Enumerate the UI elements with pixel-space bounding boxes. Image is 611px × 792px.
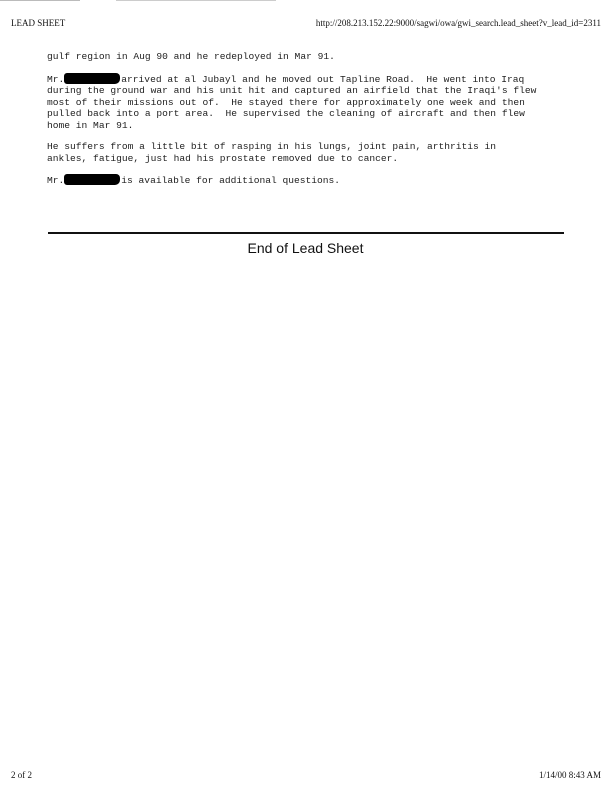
header-edge-line — [0, 0, 80, 1]
print-timestamp: 1/14/00 8:43 AM — [538, 770, 601, 780]
paragraph-symptoms: He suffers from a little bit of rasping in his lungs, joint pain, arthritis in ankles, fatigue, just had his prostate removed due to cancer. — [47, 141, 497, 164]
page-title: LEAD SHEET — [11, 18, 66, 28]
page-number: 2 of 2 — [11, 770, 32, 780]
paragraph-deployment: gulf region in Aug 90 and he redeployed in Mar 91. — [47, 51, 335, 62]
redaction-mark — [64, 174, 120, 185]
activities-text: arrived at al Jubayl and he moved out Tapline Road. He went into Iraq during the ground war and his unit hit and captured an airfield that the Iraqi's flew most of their missions out of. He stayed there for approximately one week and then pulled back into a port area. He supervised the cleaning of aircraft and then flew home in Mar 91. — [47, 73, 537, 131]
paragraph-activities — [47, 73, 577, 132]
print-header — [0, 0, 611, 32]
lead-sheet-body — [47, 51, 577, 197]
name-prefix: Mr. — [47, 73, 65, 85]
header-edge-line — [116, 0, 276, 1]
page-url: http://208.213.152.22:9000/sagwi/owa/gwi_search.lead_sheet?v_lead_id=2311 — [315, 18, 601, 28]
end-of-lead-sheet-heading: End of Lead Sheet — [247, 240, 364, 256]
paragraph-availability — [47, 174, 577, 187]
redaction-mark — [64, 73, 120, 84]
availability-text: is available for additional questions. — [121, 175, 341, 186]
end-divider — [48, 232, 564, 234]
name-prefix: Mr. — [47, 175, 65, 186]
